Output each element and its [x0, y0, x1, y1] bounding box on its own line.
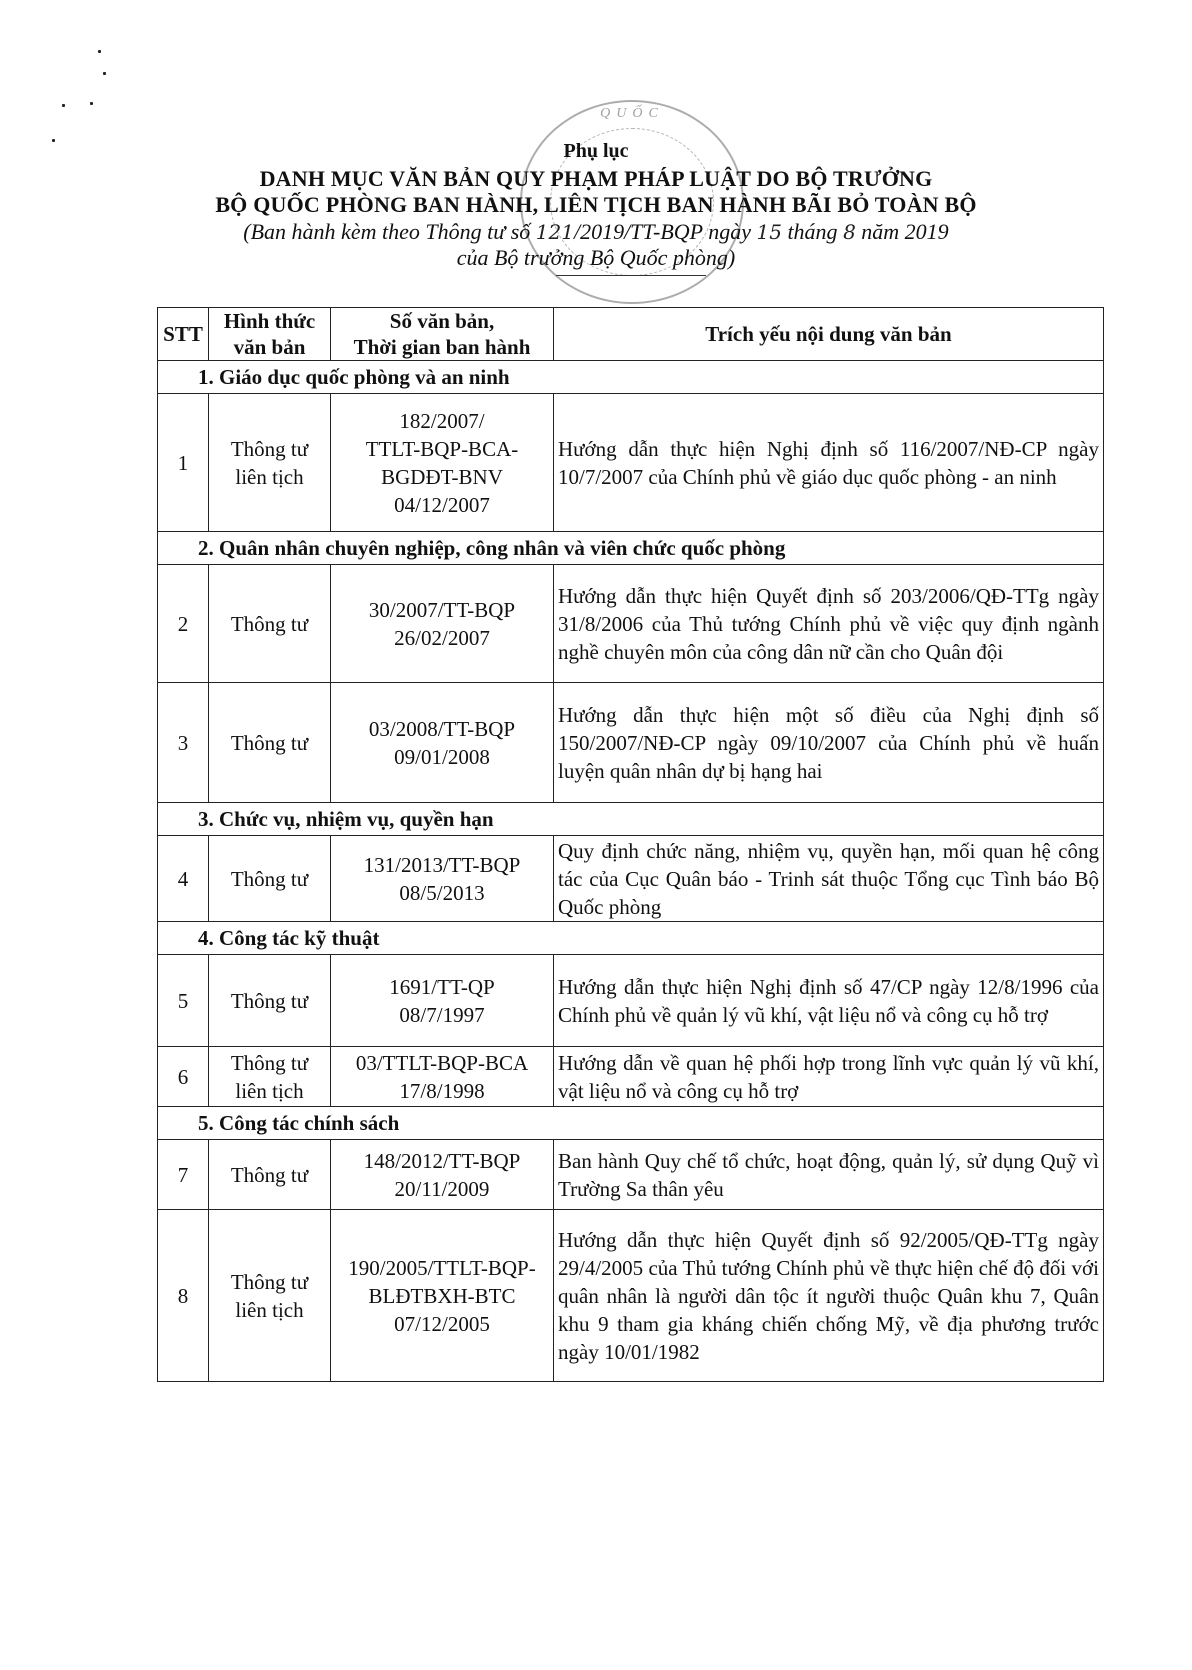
- number-text: 03/2008/TT-BQP: [368, 716, 516, 741]
- number-text: 08/7/1997: [399, 1002, 485, 1027]
- cell-summary: Ban hành Quy chế tổ chức, hoạt động, quản lý, sử dụng Quỹ vì Trường Sa thân yêu: [554, 1140, 1104, 1210]
- table-row: [158, 683, 1104, 803]
- subtitle-text: /2019/TT-BQP ngày: [573, 219, 757, 244]
- table-row: [158, 1140, 1104, 1210]
- cell-document-number-date: [331, 683, 554, 803]
- cell-document-form: [209, 1140, 331, 1210]
- header-text: Hình thức: [223, 309, 316, 333]
- header-text: Số văn bản,: [389, 309, 495, 333]
- cell-stt: 8: [158, 1210, 209, 1382]
- section-title: 3. Chức vụ, nhiệm vụ, quyền hạn: [158, 803, 1104, 836]
- subtitle-text: tháng: [781, 219, 844, 244]
- document-subtitle-line-1: [0, 219, 1192, 245]
- form-text: Thông tư: [230, 1050, 309, 1075]
- cell-document-form: [209, 565, 331, 683]
- subtitle-text: năm 2019: [855, 219, 949, 244]
- cell-document-number-date: [331, 836, 554, 922]
- header-text: văn bản: [233, 335, 306, 359]
- number-text: 09/01/2008: [394, 744, 490, 769]
- cell-document-form: [209, 1047, 331, 1107]
- table-row: [158, 1210, 1104, 1382]
- cell-document-number-date: [331, 955, 554, 1047]
- cell-document-number-date: [331, 394, 554, 532]
- document-subtitle-line-2: của Bộ trưởng Bộ Quốc phòng): [456, 245, 736, 270]
- cell-summary: Hướng dẫn về quan hệ phối hợp trong lĩnh vực quản lý vũ khí, vật liệu nổ và công cụ hỗ trợ: [554, 1047, 1104, 1107]
- number-text: 148/2012/TT-BQP: [363, 1148, 521, 1173]
- section-title: 2. Quân nhân chuyên nghiệp, công nhân và viên chức quốc phòng: [158, 532, 1104, 565]
- title-underline: [556, 275, 706, 276]
- cell-summary: Hướng dẫn thực hiện Quyết định số 92/2005/QĐ-TTg ngày 29/4/2005 của Thủ tướng Chính phủ về thực hiện chế độ đối với quân nhân là người dân tộc ít người thuộc Quân khu 7, Quân khu 9 tham gia kháng chiến chống Mỹ, về địa phương trước ngày 10/01/1982: [554, 1210, 1104, 1382]
- section-title: 1. Giáo dục quốc phòng và an ninh: [158, 361, 1104, 394]
- table-row: [158, 1047, 1104, 1107]
- number-text: 131/2013/TT-BQP: [363, 852, 521, 877]
- header-document-number-date: [331, 308, 554, 361]
- cell-summary: Quy định chức năng, nhiệm vụ, quyền hạn, mối quan hệ công tác của Cục Quân báo - Trinh sát thuộc Tổng cục Tình báo Bộ Quốc phòng: [554, 836, 1104, 922]
- header-stt: STT: [158, 308, 209, 361]
- handwritten-circular-number: 121: [535, 220, 574, 244]
- cell-summary: Hướng dẫn thực hiện Quyết định số 203/2006/QĐ-TTg ngày 31/8/2006 của Thủ tướng Chính phủ về việc quy định ngành nghề chuyên môn của công dân nữ cần cho Quân đội: [554, 565, 1104, 683]
- number-text: BGDĐT-BNV: [381, 464, 503, 489]
- cell-document-form: [209, 955, 331, 1047]
- form-text: liên tịch: [235, 1078, 304, 1103]
- number-text: 08/5/2013: [399, 880, 485, 905]
- document-title-line-2: BỘ QUỐC PHÒNG BAN HÀNH, LIÊN TỊCH BAN HÀNH BÃI BỎ TOÀN BỘ: [215, 192, 977, 217]
- form-text: Thông tư: [230, 866, 309, 891]
- form-text: Thông tư: [230, 730, 309, 755]
- appendix-label: Phụ lục: [563, 140, 629, 162]
- handwritten-day: 15: [756, 220, 782, 244]
- table-row: [158, 955, 1104, 1047]
- section-row: [158, 803, 1104, 836]
- number-text: 30/2007/TT-BQP: [368, 597, 516, 622]
- form-text: Thông tư: [230, 611, 309, 636]
- number-text: 20/11/2009: [394, 1176, 490, 1201]
- cell-document-number-date: [331, 1210, 554, 1382]
- section-title: 4. Công tác kỹ thuật: [158, 922, 1104, 955]
- cell-summary: Hướng dẫn thực hiện Nghị định số 47/CP ngày 12/8/1996 của Chính phủ về quản lý vũ khí, vật liệu nổ và công cụ hỗ trợ: [554, 955, 1104, 1047]
- section-row: [158, 922, 1104, 955]
- cell-stt: 5: [158, 955, 209, 1047]
- number-text: 04/12/2007: [394, 492, 490, 517]
- number-text: 182/2007/: [399, 408, 485, 433]
- number-text: 17/8/1998: [399, 1078, 485, 1103]
- cell-document-number-date: [331, 1140, 554, 1210]
- section-row: [158, 532, 1104, 565]
- handwritten-month: 8: [843, 220, 856, 244]
- number-text: 190/2005/TTLT-BQP-: [348, 1255, 536, 1280]
- number-text: BLĐTBXH-BTC: [368, 1283, 516, 1308]
- number-text: 1691/TT-QP: [389, 974, 495, 999]
- scan-speck: [103, 72, 106, 75]
- form-text: liên tịch: [235, 464, 304, 489]
- cell-document-form: [209, 836, 331, 922]
- cell-document-form: [209, 394, 331, 532]
- cell-stt: 7: [158, 1140, 209, 1210]
- cell-stt: 4: [158, 836, 209, 922]
- form-text: Thông tư: [230, 436, 309, 461]
- cell-stt: 2: [158, 565, 209, 683]
- header-text: Thời gian ban hành: [353, 335, 531, 359]
- table-row: [158, 836, 1104, 922]
- cell-document-form: [209, 683, 331, 803]
- section-row: [158, 1107, 1104, 1140]
- cell-stt: 6: [158, 1047, 209, 1107]
- number-text: 07/12/2005: [394, 1311, 490, 1336]
- subtitle-text: (Ban hành kèm theo Thông tư số: [243, 219, 536, 244]
- section-title: 5. Công tác chính sách: [158, 1107, 1104, 1140]
- number-text: 26/02/2007: [394, 625, 490, 650]
- header-document-form: [209, 308, 331, 361]
- cell-document-number-date: [331, 565, 554, 683]
- regulation-list-table: [157, 307, 1104, 1382]
- seal-text: QUỐC: [600, 106, 664, 121]
- number-text: TTLT-BQP-BCA-: [365, 436, 519, 461]
- form-text: Thông tư: [230, 988, 309, 1013]
- cell-summary: Hướng dẫn thực hiện Nghị định số 116/2007/NĐ-CP ngày 10/7/2007 của Chính phủ về giáo dục quốc phòng - an ninh: [554, 394, 1104, 532]
- form-text: Thông tư: [230, 1269, 309, 1294]
- table-row: [158, 394, 1104, 532]
- table-row: [158, 565, 1104, 683]
- scan-speck: [62, 104, 65, 107]
- cell-stt: 1: [158, 394, 209, 532]
- form-text: Thông tư: [230, 1162, 309, 1187]
- scan-speck: [90, 102, 93, 105]
- scan-speck: [98, 50, 101, 53]
- document-title-line-1: DANH MỤC VĂN BẢN QUY PHẠM PHÁP LUẬT DO BỘ TRƯỞNG: [259, 166, 933, 191]
- cell-document-number-date: [331, 1047, 554, 1107]
- form-text: liên tịch: [235, 1297, 304, 1322]
- table-header-row: [158, 308, 1104, 361]
- cell-document-form: [209, 1210, 331, 1382]
- table-body: [158, 361, 1104, 1382]
- cell-stt: 3: [158, 683, 209, 803]
- section-row: [158, 361, 1104, 394]
- header-summary: Trích yếu nội dung văn bản: [554, 308, 1104, 361]
- cell-summary: Hướng dẫn thực hiện một số điều của Nghị định số 150/2007/NĐ-CP ngày 09/10/2007 của Chính phủ về huấn luyện quân nhân dự bị hạng hai: [554, 683, 1104, 803]
- number-text: 03/TTLT-BQP-BCA: [355, 1050, 529, 1075]
